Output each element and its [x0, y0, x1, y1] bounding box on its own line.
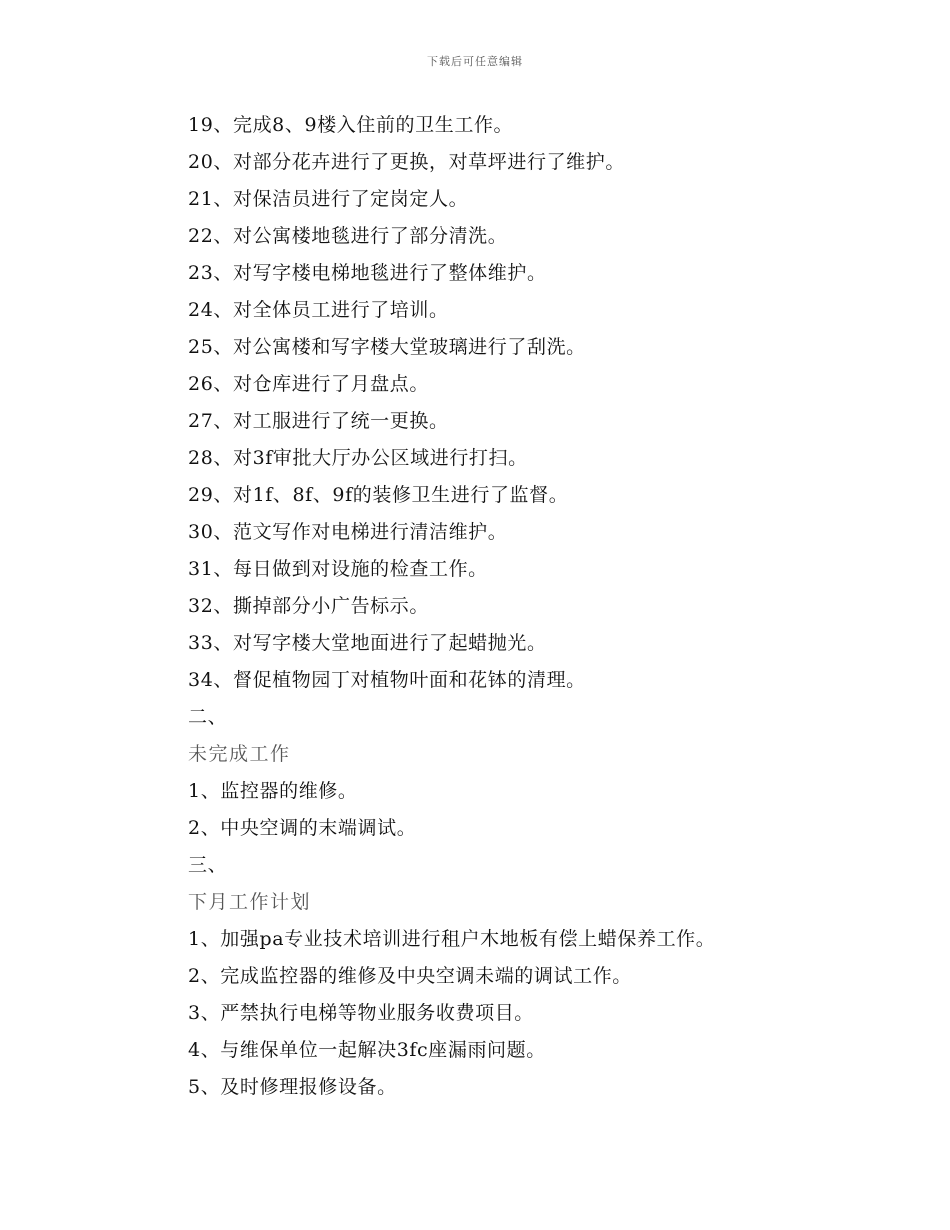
- list-item: 31、每日做到对设施的检查工作。: [188, 558, 488, 580]
- list-item: 26、对仓库进行了月盘点。: [188, 373, 429, 395]
- list-item: 25、对公寓楼和写字楼大堂玻璃进行了刮洗。: [188, 336, 586, 358]
- list-item: 21、对保洁员进行了定岗定人。: [188, 188, 469, 210]
- list-item: 2、完成监控器的维修及中央空调未端的调试工作。: [188, 965, 632, 987]
- list-item: 29、对1f、8f、9f的装修卫生进行了监督。: [188, 484, 569, 506]
- list-item: 27、对工服进行了统一更换。: [188, 410, 449, 432]
- list-item: 23、对写字楼电梯地毯进行了整体维护。: [188, 262, 547, 284]
- list-item: 5、及时修理报修设备。: [188, 1076, 397, 1098]
- list-item: 32、撕掉部分小广告标示。: [188, 595, 429, 617]
- list-item: 三、: [188, 854, 228, 876]
- list-item: 4、与维保单位一起解决3fc座漏雨问题。: [188, 1039, 546, 1061]
- list-item: 二、: [188, 706, 228, 728]
- list-item: 20、对部分花卉进行了更换，对草坪进行了维护。: [188, 151, 625, 173]
- list-item: 30、范文写作对电梯进行清洁维护。: [188, 521, 508, 543]
- list-item: 19、完成8、9楼入住前的卫生工作。: [188, 114, 514, 136]
- list-item: 22、对公寓楼地毯进行了部分清洗。: [188, 225, 508, 247]
- list-item: 24、对全体员工进行了培训。: [188, 299, 449, 321]
- list-item: 33、对写字楼大堂地面进行了起蜡抛光。: [188, 632, 547, 654]
- list-item: 28、对3f审批大厅办公区域进行打扫。: [188, 447, 528, 469]
- page-header: 下载后可任意编辑: [427, 55, 523, 68]
- section-heading: 下月工作计划: [188, 891, 312, 913]
- list-item: 1、监控器的维修。: [188, 780, 358, 802]
- section-heading: 未完成工作: [188, 743, 291, 765]
- list-item: 3、严禁执行电梯等物业服务收费项目。: [188, 1002, 534, 1024]
- list-item: 1、加强pa专业技术培训进行租户木地板有偿上蜡保养工作。: [188, 928, 716, 950]
- list-item: 2、中央空调的末端调试。: [188, 817, 417, 839]
- document-body: [188, 107, 888, 1106]
- list-item: 34、督促植物园丁对植物叶面和花钵的清理。: [188, 669, 586, 691]
